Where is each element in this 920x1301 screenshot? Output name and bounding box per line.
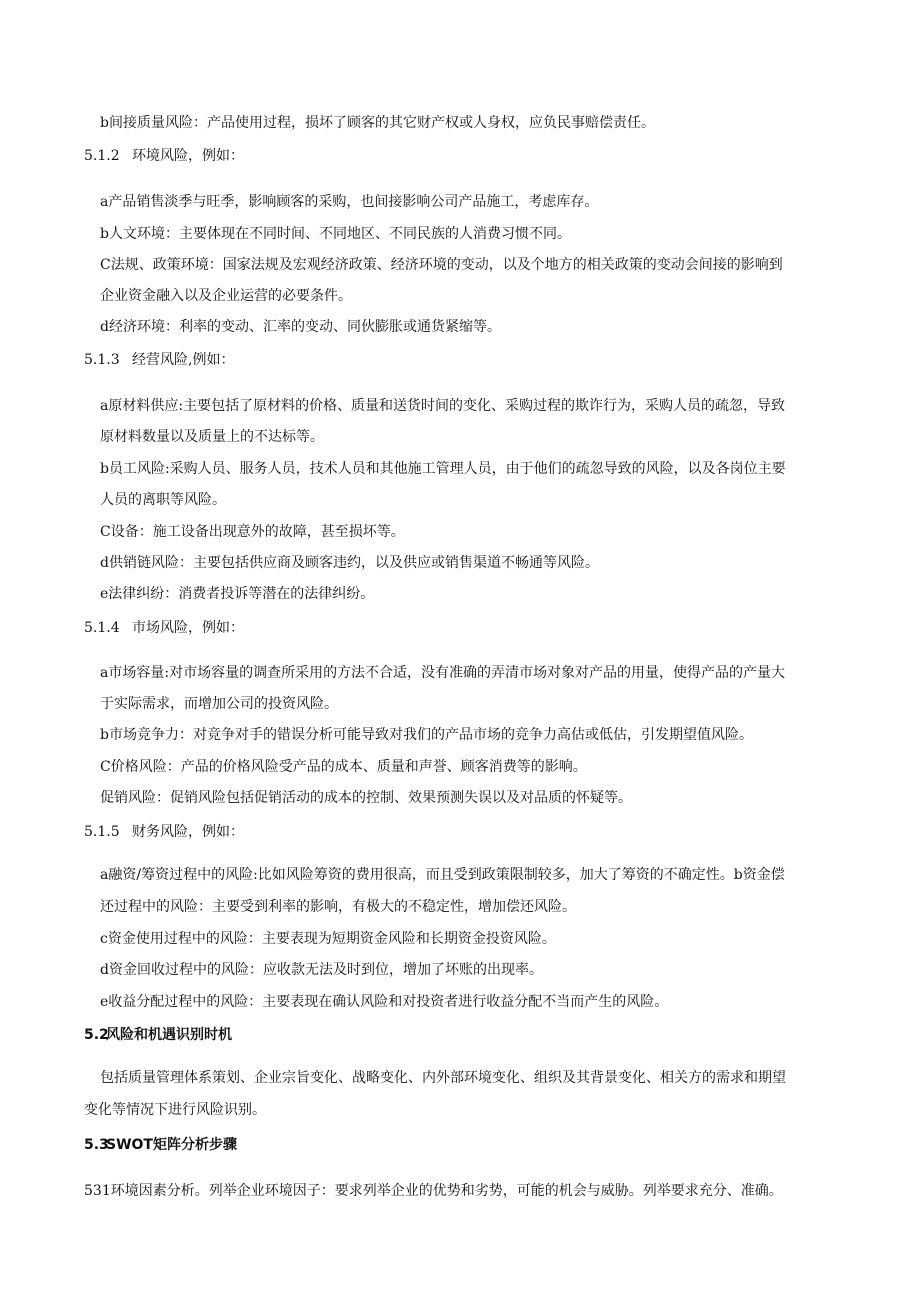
paragraph-staff-risk-cont: 人员的离职等风险。	[100, 492, 226, 508]
paragraph-indirect-quality-risk: b间接质量风险：产品使用过程，损坏了顾客的其它财产权或人身权，应负民事赔偿责任。	[100, 115, 655, 131]
paragraph-promotion-risk: 促销风险：促销风险包括促销活动的成本的控制、效果预测失误以及对品质的怀疑等。	[100, 790, 632, 806]
subsection-number: 5.1.2	[84, 148, 120, 164]
subsection-5-1-5	[84, 822, 244, 842]
section-5-2-heading	[84, 1025, 232, 1045]
subsection-5-1-2	[84, 146, 244, 166]
subsection-title: 市场风险，例如：	[132, 620, 244, 636]
paragraph-legal: e法律纠纷：消费者投诉等潜在的法律纠纷。	[100, 586, 375, 602]
paragraph-market-capacity-cont: 于实际需求，而增加公司的投资风险。	[100, 696, 338, 712]
subsection-title: 环境风险，例如：	[132, 148, 244, 164]
subsection-number: 5.1.3	[84, 352, 120, 368]
paragraph-price-risk: C价格风险：产品的价格风险受产品的成本、质量和声誉、顾客消费等的影响。	[100, 759, 587, 775]
section-5-3-heading	[84, 1135, 237, 1155]
paragraph-humanity-env: b人文环境：主要体现在不同时间、不同地区、不同民族的人消费习惯不同。	[100, 226, 571, 242]
section-number: 5.2	[84, 1027, 109, 1043]
paragraph-market-capacity: a市场容量:对市场容量的调查所采用的方法不合适，没有准确的弄清市场对象对产品的用量，使得产品的产量大	[100, 665, 786, 681]
subsection-title: 财务风险，例如：	[132, 824, 244, 840]
paragraph-season: a产品销售淡季与旺季，影响顾客的采购，也间接影响公司产品施工，考虑库存。	[100, 194, 599, 210]
subsection-5-1-4	[84, 618, 244, 638]
paragraph-profit-distribution: e收益分配过程中的风险：主要表现在确认风险和对投资者进行收益分配不当而产生的风险。	[100, 994, 669, 1010]
paragraph-financing-risk: a融资/筹资过程中的风险:比如风险筹资的费用很高，而且受到政策限制较多，加大了筹资的不确定性。b资金偿	[100, 867, 785, 883]
section-number: 5.3	[84, 1137, 109, 1153]
paragraph-staff-risk: b员工风险:采购人员、服务人员，技术人员和其他施工管理人员，由于他们的疏忽导致的风险，以及各岗位主要	[100, 461, 786, 477]
paragraph-policy-env: C法规、政策环境：国家法规及宏观经济政策、经济环境的变动，以及个地方的相关政策的变动会间接的影响到	[100, 257, 783, 273]
paragraph-financing-risk-cont: 还过程中的风险：主要受到利率的影响，有极大的不稳定性，增加偿还风险。	[100, 899, 576, 915]
subsection-5-1-3	[84, 350, 234, 370]
paragraph-fund-recovery: d资金回收过程中的风险：应收款无法及时到位，增加了坏账的出现率。	[100, 962, 543, 978]
section-title: 风险和机遇识别时机	[106, 1027, 232, 1043]
section-title: SWOT矩阵分析步骤	[106, 1137, 237, 1153]
paragraph-raw-material-cont: 原材料数量以及质量上的不达标等。	[100, 429, 324, 445]
paragraph-raw-material: a原材料供应:主要包括了原材料的价格、质量和送货时间的变化、采购过程的欺诈行为，采购人员的疏忽，导致	[100, 398, 786, 414]
paragraph-economic-env: d经济环境：利率的变动、汇率的变动、同伙膨胀或通货紧缩等。	[100, 319, 501, 335]
paragraph-equipment: C设备：施工设备出现意外的故障，甚至损坏等。	[100, 524, 405, 540]
subsection-title: 经营风险,例如：	[132, 352, 235, 368]
paragraph-identification-timing-cont: 变化等情况下进行风险识别。	[84, 1102, 266, 1118]
subsection-number: 5.1.5	[84, 824, 120, 840]
paragraph-competitiveness: b市场竞争力：对竞争对手的错误分析可能导致对我们的产品市场的竞争力高估或低估，引发期望值风险。	[100, 727, 753, 743]
subsection-number: 5.1.4	[84, 620, 120, 636]
paragraph-supply-chain: d供销链风险：主要包括供应商及顾客违约，以及供应或销售渠道不畅通等风险。	[100, 555, 599, 571]
paragraph-policy-env-cont: 企业资金融入以及企业运营的必要条件。	[100, 288, 352, 304]
paragraph-fund-usage: c资金使用过程中的风险：主要表现为短期资金风险和长期资金投资风险。	[100, 931, 556, 947]
paragraph-identification-timing: 包括质量管理体系策划、企业宗旨变化、战略变化、内外部环境变化、组织及其背景变化、相关方的需求和期望	[100, 1070, 786, 1086]
paragraph-swot-step-1: 531环境因素分析。列举企业环境因子：要求列举企业的优势和劣势，可能的机会与威胁。列举要求充分、准确。	[84, 1183, 783, 1199]
